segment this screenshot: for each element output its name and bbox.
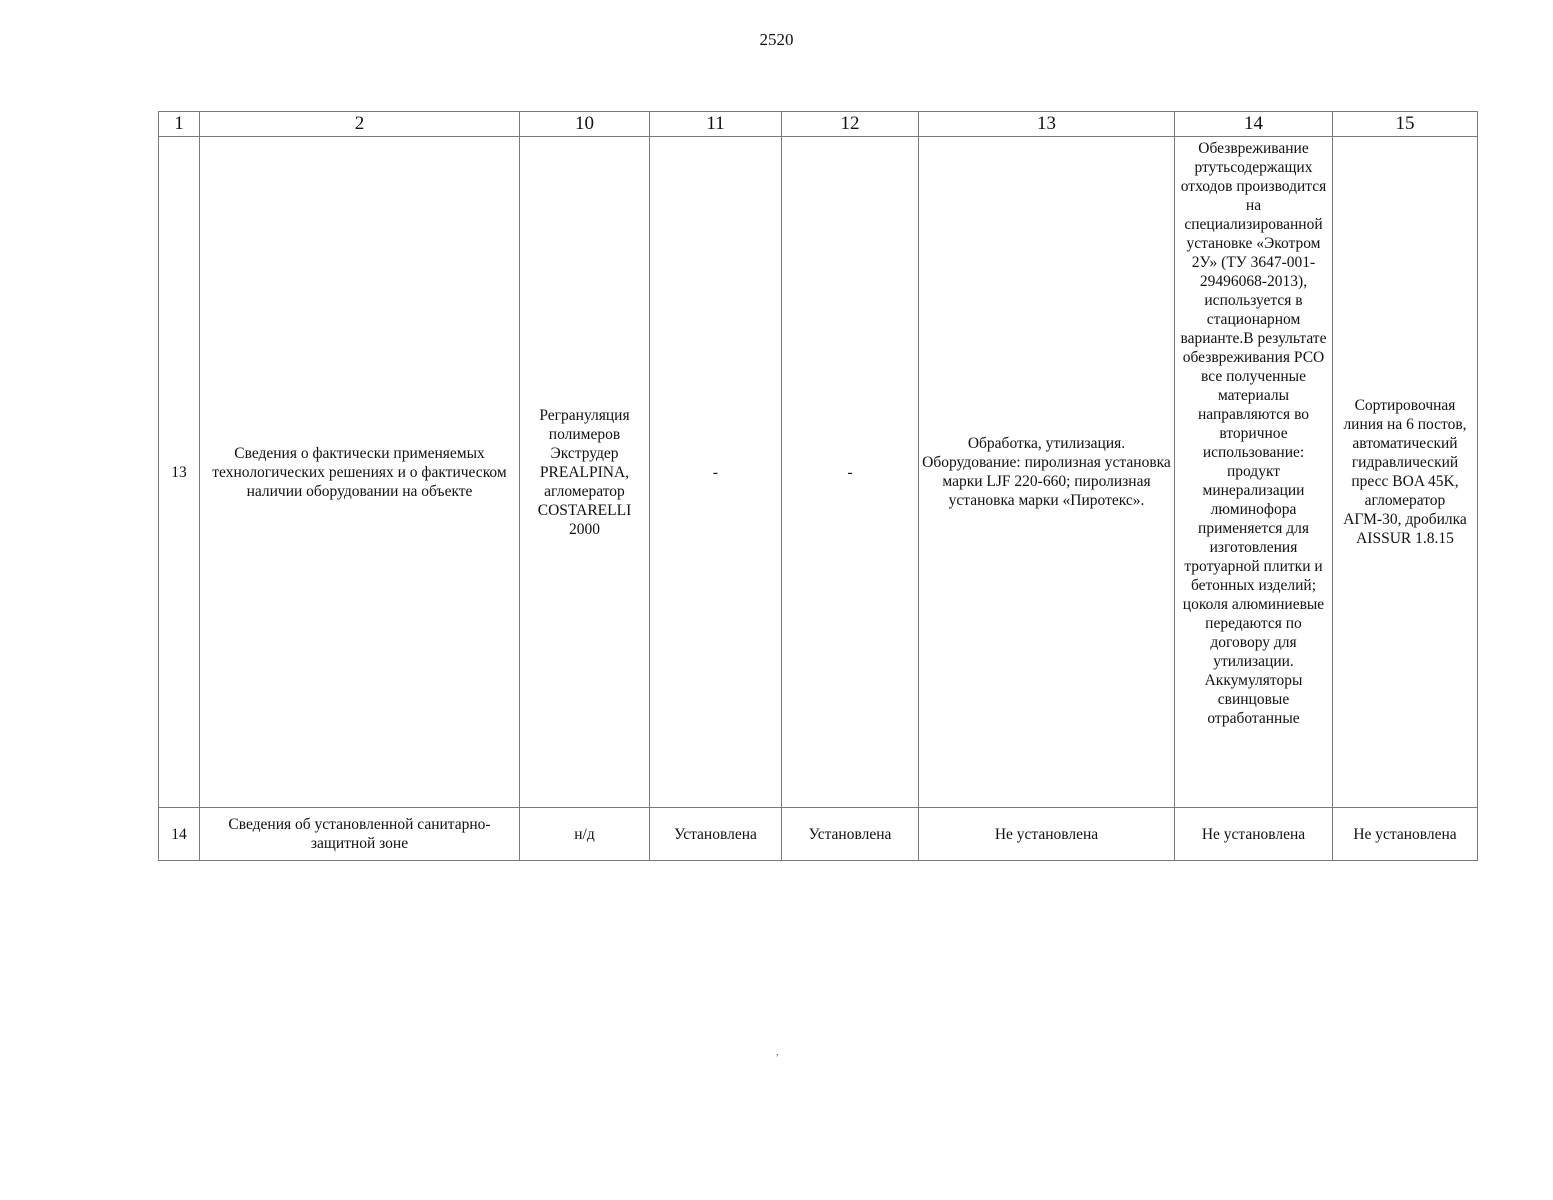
header-cell: 11 (650, 112, 782, 137)
scan-speck: , (776, 1047, 779, 1058)
cell-col13: Обработка, утилизация. Оборудование: пиролизная установка марки LJF 220-660; пиролизная установка марки «Пиротекс». (919, 137, 1175, 808)
cell-col14: Не установлена (1175, 808, 1333, 861)
header-cell: 2 (200, 112, 520, 137)
row-number: 13 (159, 137, 200, 808)
cell-col11: Установлена (650, 808, 782, 861)
row-number: 14 (159, 808, 200, 861)
cell-col13: Не установлена (919, 808, 1175, 861)
header-cell: 15 (1333, 112, 1478, 137)
table-row (159, 808, 1478, 861)
page-number: 2520 (759, 30, 794, 49)
cell-col14 (1175, 137, 1333, 808)
cell-col15: Сортировочная линия на 6 постов, автоматический гидравлический пресс BOA 45K, агломератор АГМ-30, дробилка AISSUR 1.8.15 (1333, 137, 1478, 808)
header-cell: 10 (520, 112, 650, 137)
table-row (159, 137, 1478, 808)
header-row (159, 112, 1478, 137)
header-cell: 1 (159, 112, 200, 137)
header-cell: 13 (919, 112, 1175, 137)
cell-col12: - (782, 137, 919, 808)
cell-col10: н/д (520, 808, 650, 861)
header-cell: 12 (782, 112, 919, 137)
data-table (158, 111, 1478, 861)
cell-col10: Регрануляция полимеров Экструдер PREALPINA, агломератор COSTARELLI 2000 (520, 137, 650, 808)
row-description: Сведения об установленной санитарно-защитной зоне (200, 808, 520, 861)
cell-col11: - (650, 137, 782, 808)
cell-col14-text: Обезвреживание ртутьсодержащих отходов производится на специализированной установке «Экотром 2У» (ТУ 3647-001-29496068-2013), используется в стационарном варианте.В результате обезвреживания РСО все полученные материалы направляются во вторичное использование: продукт минерализации люминофора применяется для изготовления тротуарной плитки и бетонных изделий; цоколя алюминиевые передаются по договору для утилизации. Аккумуляторы свинцовые отработанные (1180, 140, 1327, 727)
cell-col15: Не установлена (1333, 808, 1478, 861)
row-description: Сведения о фактически применяемых технологических решениях и о фактическом наличии оборудовании на объекте (200, 137, 520, 808)
cell-col12: Установлена (782, 808, 919, 861)
header-cell: 14 (1175, 112, 1333, 137)
